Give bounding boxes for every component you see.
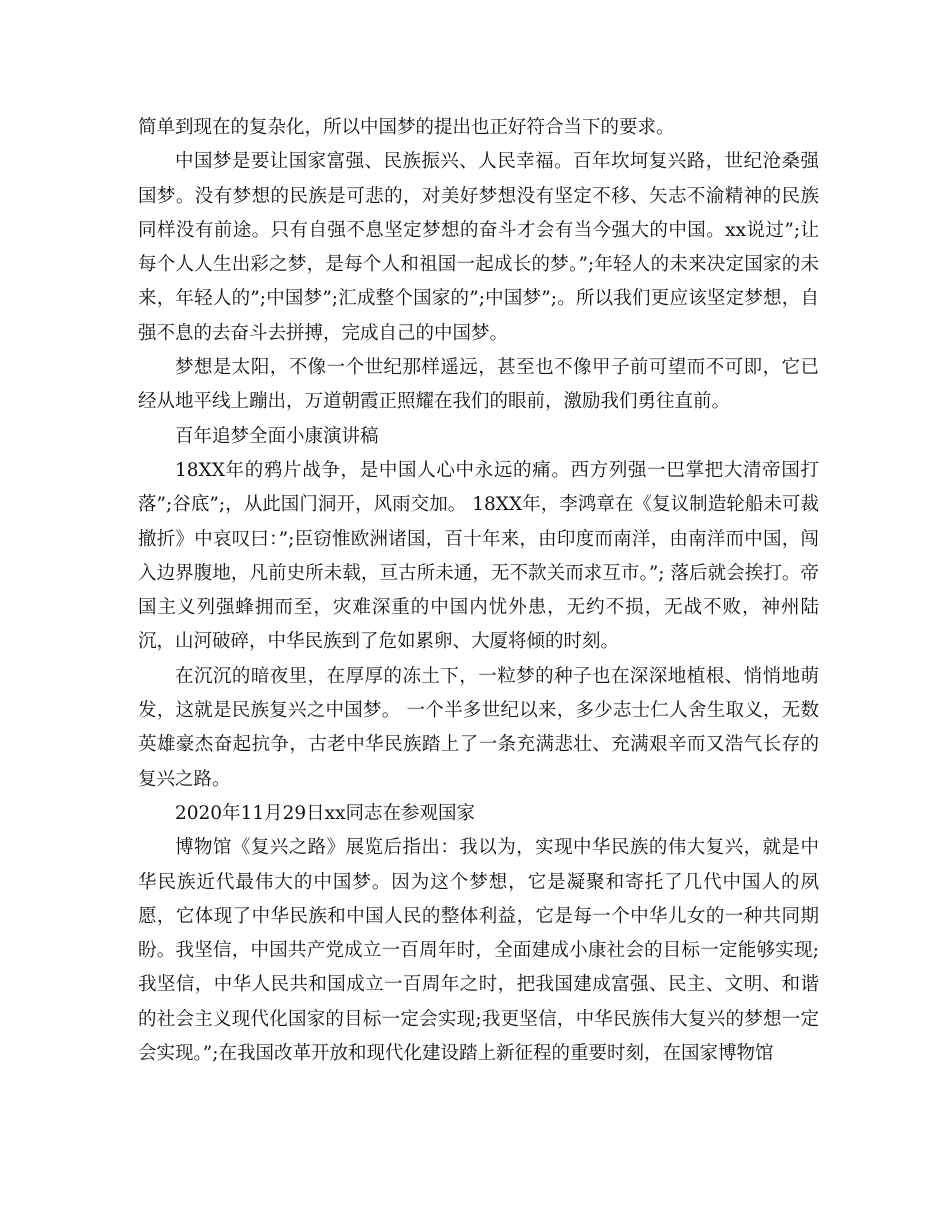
paragraph-museum: 博物馆《复兴之路》展览后指出：我以为，实现中华民族的伟大复兴，就是中华民族近代最伟大的中国梦。因为这个梦想，它是凝聚和寄托了几代中国人的夙愿，它体现了中华民族和中国人民的整体利益，它是每一个中华儿女的一种共同期盼。我坚信，中国共产党成立一百周年时，全面建成小康社会的目标一定能够实现;我坚信，中华人民共和国成立一百周年之时，把我国建成富强、民主、文明、和谐的社会主义现代化国家的目标一定会实现;我更坚信，中华民族伟大复兴的梦想一定会实现。”;在我国改革开放和现代化建设踏上新征程的重要时刻，在国家博物馆 [138, 837, 819, 1065]
paragraph-dark-night: 在沉沉的暗夜里，在厚厚的冻土下，一粒梦的种子也在深深地植根、悄悄地萌发，这就是民族复兴之中国梦。 一个半多世纪以来，多少志士仁人舍生取义，无数英雄豪杰奋起抗争，古老中华民族踏上了一条充满悲壮、充满艰辛而又浩气长存的复兴之路。 [138, 665, 819, 790]
paragraph-date-line: 2020年11月29日xx同志在参观国家 [175, 802, 476, 824]
document-page [138, 111, 819, 1071]
paragraph-continuation: 简单到现在的复杂化，所以中国梦的提出也正好符合当下的要求。 [138, 117, 675, 138]
section-heading: 百年追梦全面小康演讲稿 [175, 425, 379, 447]
paragraph-dream-sun: 梦想是太阳，不像一个世纪那样遥远，甚至也不像甲子前可望而不可即，它已经从地平线上蹦出，万道朝霞正照耀在我们的眼前，激励我们勇往直前。 [138, 357, 819, 413]
paragraph-opium-war: 18XX年的鸦片战争，是中国人心中永远的痛。西方列强一巴掌把大清帝国打落”;谷底”;，从此国门洞开，风雨交加。 18XX年，李鸿章在《复议制造轮船未可裁撤折》中哀叹曰：”;臣窃惟欧洲诸国，百十年来，由印度而南洋，由南洋而中国，闯入边界腹地，凡前史所未载，亘古所未通，无不款关而求互市。”; 落后就会挨打。帝国主义列强蜂拥而至，灾难深重的中国内忧外患，无约不损，无战不败，神州陆沉，山河破碎，中华民族到了危如累卵、大厦将倾的时刻。 [138, 459, 819, 653]
paragraph-chinese-dream: 中国梦是要让国家富强、民族振兴、人民幸福。百年坎坷复兴路，世纪沧桑强国梦。没有梦想的民族是可悲的，对美好梦想没有坚定不移、矢志不渝精神的民族同样没有前途。只有自强不息坚定梦想的奋斗才会有当今强大的中国。xx说过”;让每个人人生出彩之梦，是每个人和祖国一起成长的梦。”;年轻人的未来决定国家的未来，年轻人的”;中国梦”;汇成整个国家的”;中国梦”;。所以我们更应该坚定梦想，自强不息的去奋斗去拼搏，完成自己的中国梦。 [138, 151, 819, 344]
